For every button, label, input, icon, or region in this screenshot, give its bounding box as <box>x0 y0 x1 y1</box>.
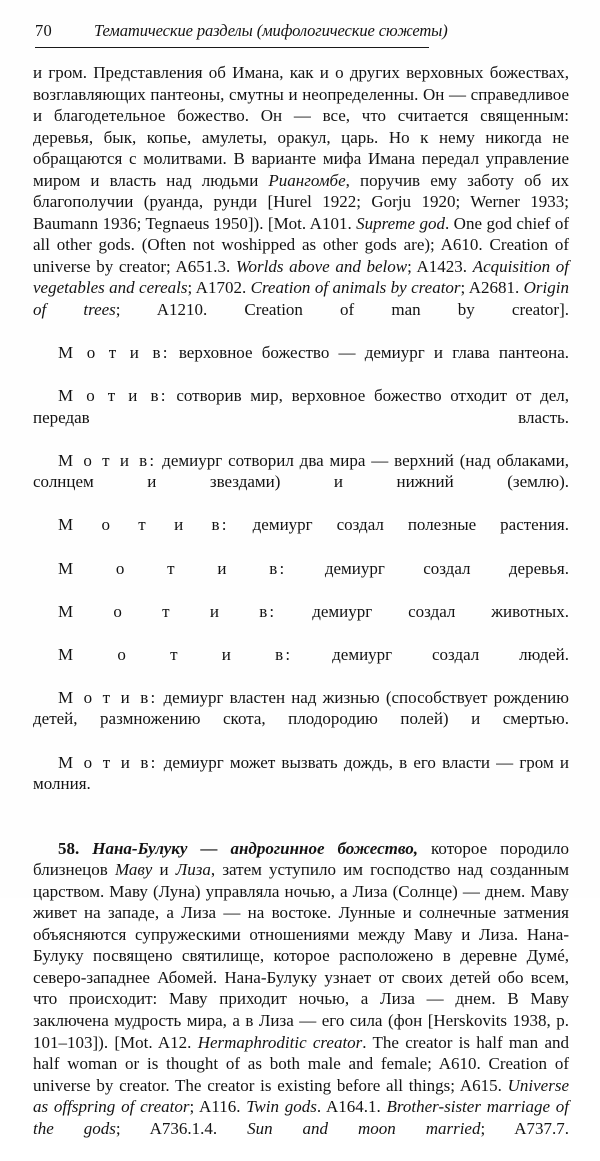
paragraph-2-italic-1: Маву <box>114 860 153 880</box>
motif-text: демиург создал людей. <box>292 644 569 664</box>
motif-label: М о т и в: <box>58 386 168 406</box>
motif-entry <box>33 342 569 385</box>
paragraph-2-text-a: которое породило близнецов <box>33 838 569 880</box>
paragraph-2-italic-7: Sun and moon married <box>247 1118 481 1138</box>
paragraph-2-text-d: . The creator is half man and half woman or is thought of as both male and female; A610. Creation of universe by creator. The creator is existing before all things; A615. <box>33 1032 569 1095</box>
paragraph-1-italic-2: Supreme god <box>356 213 445 233</box>
motif-label: М о т и в: <box>58 450 157 470</box>
paragraph-2-text-g: ; A736.1.4. <box>115 1118 248 1138</box>
paragraph-1-text-a: и гром. Представления об Имана, как и о других верховных божествах, возглавляющих пантеоны, смутны и неопределенны. Он — справедливое и благодетельное божество. Он — все, что считается священным: деревья, бык, копье, амулеты, оракул, царь. Но к нему никогда не обращаются с молитвами. В варианте мифа Имана передал управление миром и власть над людьми <box>33 63 569 190</box>
paragraph-2-text-c: , затем уступило им господство над созданным царством. Маву (Луна) управляла ночью, а Лиза (Солнце) — днем. Маву живет на западе, а Лиза — на востоке. Лунные и солнечные затмения объясняются супружескими отношениями между Маву и Лиза. Нана-Булуку посвящено святилище, которое расположено в деревне Думé, северо-западнее Абомей. Нана-Булуку узнает от своих детей обо всем, что происходит: Маву приходит ночью, а Лиза — днем. В Маву заключена мудрость мира, а в Лиза — его сила (фон [Herskovits 1938, p. 101–103]). [Mot. A12. <box>33 860 569 1052</box>
motif-entry <box>33 385 569 450</box>
paragraph-1-italic-4: Acquisition of vegetables and cereals <box>33 256 569 298</box>
paragraph-1-text-e: ; A1702. <box>187 278 251 298</box>
paragraph-2-text-b: и <box>152 860 176 880</box>
motif-text: демиург властен над жизнью (способствует рождению детей, размножению скота, плодородию полей) и смертью. <box>33 687 569 729</box>
motif-label: М о т и в: <box>58 601 277 621</box>
paragraph-continuation <box>33 62 569 342</box>
paragraph-2-italic-2: Лиза <box>175 860 211 880</box>
motif-label: М о т и в: <box>58 752 158 772</box>
motif-text: демиург создал животных. <box>276 601 569 621</box>
paragraph-2-italic-5: Twin gods <box>246 1097 317 1117</box>
paragraph-2-italic-4: Universe as offspring of creator <box>33 1075 569 1117</box>
motif-entry <box>33 601 569 644</box>
motif-text: сотворив мир, верховное божество отходит от дел, передав власть. <box>33 386 569 427</box>
paragraph-2-text-f: . A164.1. <box>316 1097 387 1117</box>
motif-label: М о т и в: <box>58 343 170 363</box>
running-head <box>35 21 448 47</box>
motif-text: верховное божество — демиург и глава пантеона. <box>169 343 569 363</box>
section-spacer <box>33 816 569 838</box>
motif-entry <box>33 644 569 687</box>
paragraph-1-italic-5: Creation of animals by creator <box>250 278 461 298</box>
page-number: 70 <box>35 21 52 40</box>
paragraph-2-italic-3: Hermaphroditic creator <box>197 1032 363 1052</box>
paragraph-1-italic-1: Риангомбе <box>268 170 346 190</box>
motif-entry <box>33 687 569 752</box>
paragraph-2-italic-6: Brother-sister marriage of the gods <box>33 1097 569 1138</box>
motif-label: М о т и в: <box>58 515 229 535</box>
motif-text: демиург может вызвать дождь, в его власти — гром и молния. <box>33 752 569 794</box>
motif-text: демиург сотворил два мира — верхний (над облаками, солнцем и звездами) и нижний (землю). <box>33 450 569 492</box>
running-head-title: Тематические разделы (мифологические сюжеты) <box>94 21 448 40</box>
running-head-rule <box>35 47 429 48</box>
paragraph-2-text-h: ; A737.7. <box>480 1118 569 1138</box>
motif-entry <box>33 558 569 601</box>
paragraph-2-text-e: ; A116. <box>189 1097 247 1117</box>
motif-entry <box>33 514 569 557</box>
paragraph-1-text-c: . One god chief of all other gods. (Often not woshipped as other gods are); A610. Creation of universe by creator; A651.3. <box>33 213 569 276</box>
motif-label: М о т и в: <box>58 687 158 707</box>
paragraph-1-text-b: , поручив ему заботу об их благополучии (руанда, рунди [Hurel 1922; Gorju 1920; Werner 1933; Baumann 1936; Tegnaeus 1950]). [Mot. A101. <box>33 170 569 233</box>
paragraph-1-text-d: ; A1423. <box>407 256 473 276</box>
paragraph-1-text-g: ; A1210. Creation of man by creator]. <box>115 300 569 320</box>
body-text-column <box>33 62 569 1161</box>
section-58-paragraph <box>33 838 569 1161</box>
motif-entry <box>33 450 569 515</box>
motif-text: демиург создал деревья. <box>286 558 569 578</box>
paragraph-1-italic-6: Origin of trees <box>33 278 569 320</box>
motif-label: М о т и в: <box>58 558 287 578</box>
section-title: Нана-Булуку — андрогинное божество, <box>79 838 419 858</box>
motif-text: демиург создал полезные растения. <box>228 515 569 535</box>
motif-label: М о т и в: <box>58 644 293 664</box>
paragraph-1-text-f: ; A2681. <box>460 278 524 298</box>
motif-entry <box>33 752 569 817</box>
paragraph-1-italic-3: Worlds above and below <box>235 256 408 276</box>
section-number: 58. <box>58 838 80 858</box>
